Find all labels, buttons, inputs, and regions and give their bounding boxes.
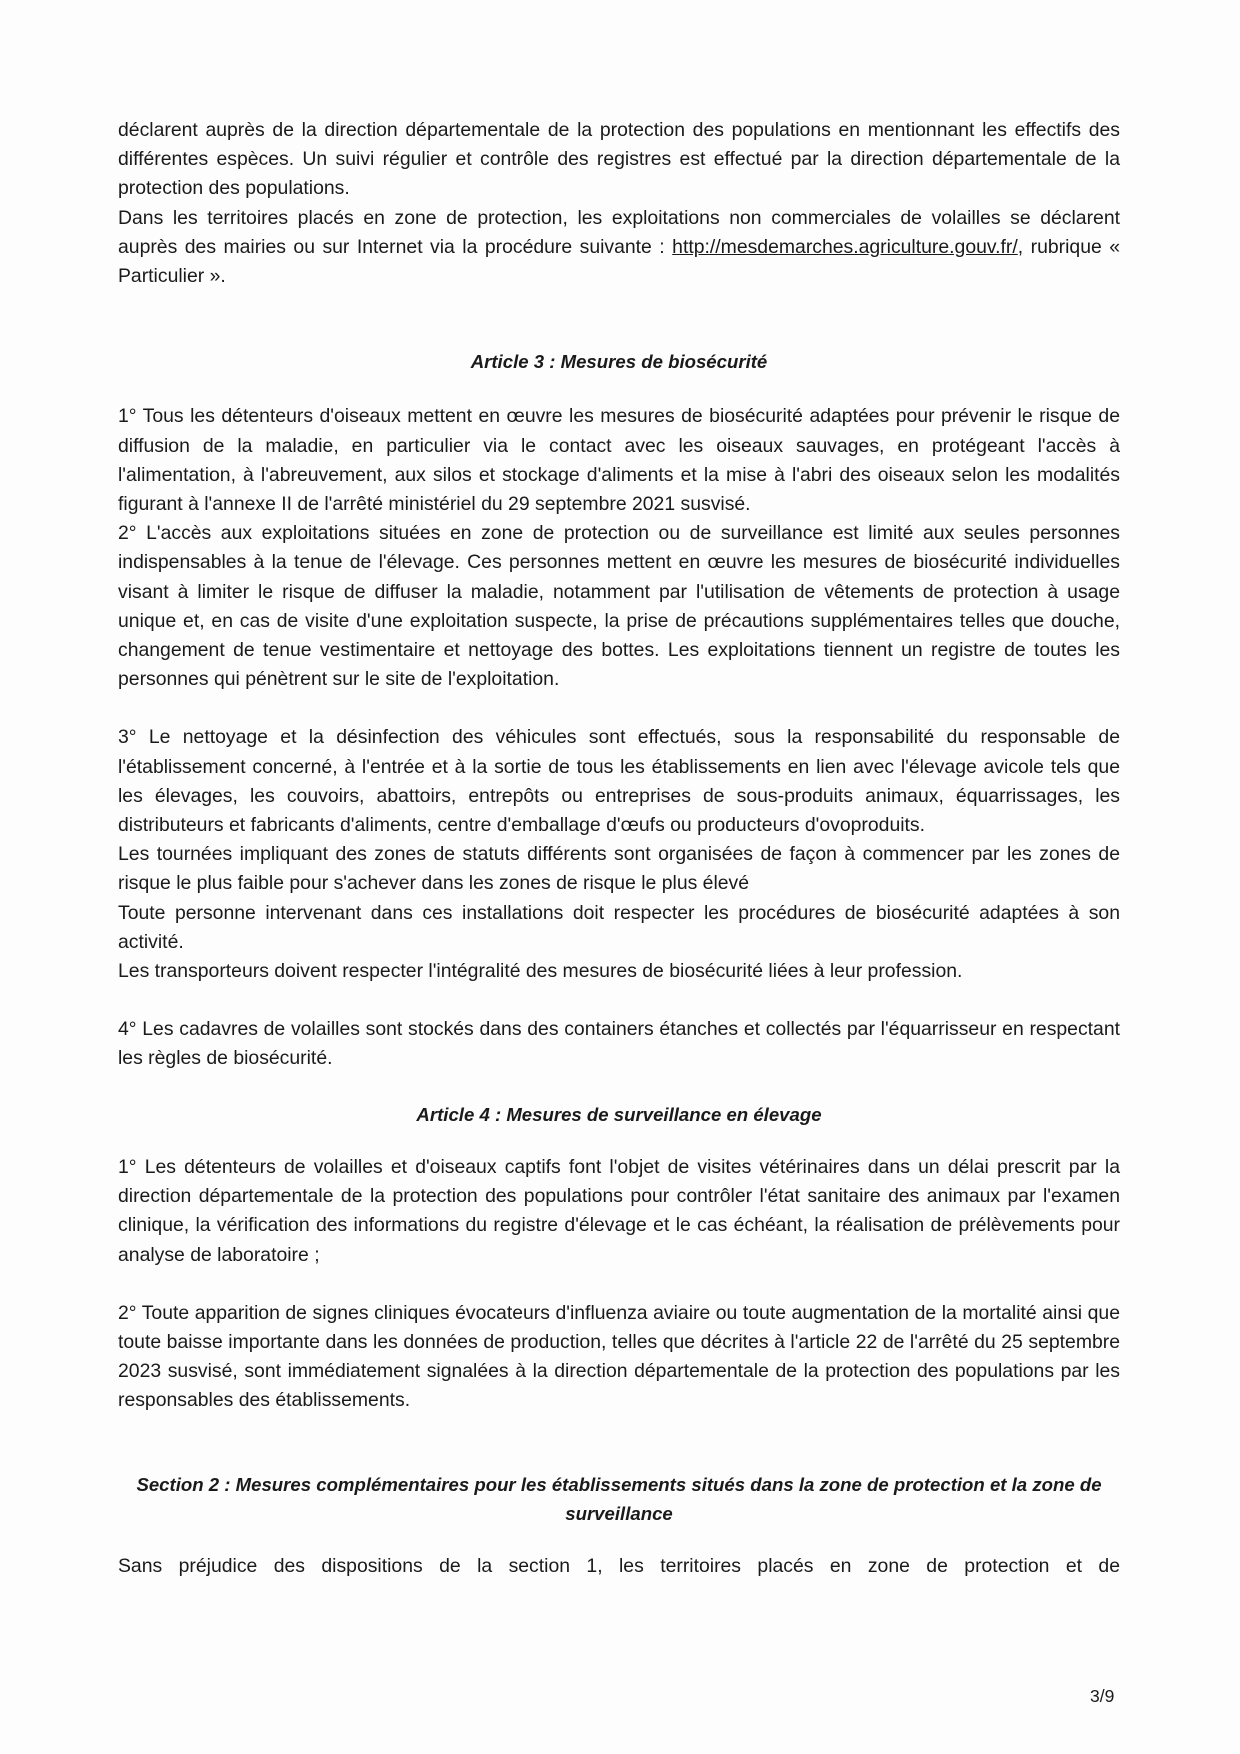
article-3-item-1: 1° Tous les détenteurs d'oiseaux mettent en œuvre les mesures de biosécurité adaptées pour prévenir le risque de diffusion de la maladie, en particulier via le contact avec les oiseaux sauvages, en protégeant l'accès à l'alimentation, à l'abreuvement, aux silos et stockage d'aliments et la mise à l'abri des oiseaux selon les modalités figurant à l'annexe II de l'arrêté ministériel du 29 septembre 2021 susvisé. [118,405,1120,516]
intro-paragraph-1: déclarent auprès de la direction départementale de la protection des populations en mentionnant les effectifs des différentes espèces. Un suivi régulier et contrôle des registres est effectué par la direction départementale de la protection des populations. [118,119,1120,200]
spacer [118,1129,1120,1153]
spacer [118,1528,1120,1552]
spacer [118,1074,1120,1100]
intro-paragraph-2-text: Dans les territoires placés en zone de protection, les exploitations non commerciales de volailles se déclarent auprès des mairies ou sur Internet via la procédure suivante : [118,206,1120,258]
article-3-item-4: 4° Les cadavres de volailles sont stockés dans des containers étanches et collectés par l'équarrisseur en respectant les règles de biosécurité. [118,1018,1120,1070]
section-2-title: Section 2 : Mesures complémentaires pour les établissements situés dans la zone de protection et la zone de surveillance [136,1473,1102,1524]
document-body [118,116,1120,1581]
spacer [118,1416,1120,1470]
article-3-item-2: 2° L'accès aux exploitations situées en zone de protection ou de surveillance est limité aux seules personnes indispensables à la tenue de l'élevage. Ces personnes mettent en œuvre les mesures de biosécurité individuelles visant à limiter le risque de diffuser la maladie, notamment par l'utilisation de vêtements de protection à usage unique et, en cas de visite d'une exploitation suspecte, la prise de précautions supplémentaires telles que douche, changement de tenue vestimentaire et nettoyage des bottes. Les exploitations tiennent un registre de toutes les personnes qui pénètrent sur le site de l'exploitation. [118,522,1120,691]
spacer [118,291,1120,347]
article-3-title: Article 3 : Mesures de biosécurité [470,351,768,373]
spacer [118,376,1120,402]
section-2-paragraph-1: Sans préjudice des dispositions de la section 1, les territoires placés en zone de protection et de [118,1554,1120,1577]
article-4-item-2: 2° Toute apparition de signes cliniques évocateurs d'influenza aviaire ou toute augmentation de la mortalité ainsi que toute baisse importante dans les données de production, telles que décrites à l'article 22 de l'arrêté du 25 septembre 2023 susvisé, sont immédiatement signalées à la direction départementale de la protection des populations par les responsables des établissements. [118,1301,1120,1412]
intro-paragraph-2-suffix: , rubrique « Particulier ». [118,235,1121,288]
spacer [118,1270,1120,1299]
page-number: 3/9 [1090,1686,1115,1706]
article-4-title: Article 4 : Mesures de surveillance en élevage [416,1103,822,1125]
article-3-item-3: 3° Le nettoyage et la désinfection des véhicules sont effectués, sous la responsabilité du responsable de l'établissement concerné, à l'entrée et à la sortie de tous les établissements en lien avec l'élevage avicole tels que les élevages, les couvoirs, abattoirs, entrepôts ou entreprises de sous-produits animaux, équarrissages, les distributeurs et fabricants d'aliments, centre d'emballage d'œufs ou producteurs d'ovoproduits. [118,726,1120,837]
article-3-item-3-tours: Les tournées impliquant des zones de statuts différents sont organisées de façon à commencer par les zones de risque le plus faible pour s'achever dans les zones de risque le plus élevé [118,843,1120,895]
article-4-item-1: 1° Les détenteurs de volailles et d'oiseaux captifs font l'objet de visites vétérinaires dans un délai prescrit par la direction départementale de la protection des populations pour contrôler l'état sanitaire des animaux par l'examen clinique, la vérification des informations du registre d'élevage et le cas échéant, la réalisation de prélèvements pour analyse de laboratoire ; [118,1155,1120,1266]
spacer [118,694,1120,723]
spacer [118,986,1120,1015]
article-3-item-3-transporters: Les transporteurs doivent respecter l'intégralité des mesures de biosécurité liées à leur profession. [118,960,963,983]
intro-paragraph-2 [118,204,1120,292]
article-3-item-3-personnel: Toute personne intervenant dans ces installations doit respecter les procédures de biosécurité adaptées à son activité. [118,901,1120,953]
mesdemarches-link[interactable]: http://mesdemarches.agriculture.gouv.fr/ [672,235,1018,258]
